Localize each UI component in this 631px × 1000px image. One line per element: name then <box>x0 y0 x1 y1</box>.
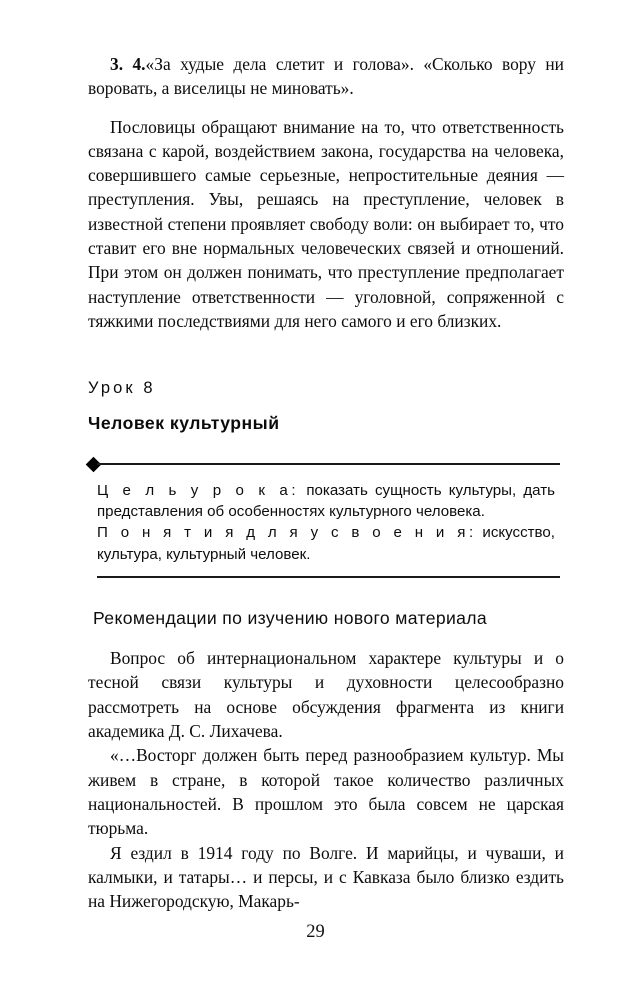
lesson-aim-label: Ц е л ь у р о к а: <box>97 481 300 499</box>
lesson-aim <box>97 480 555 523</box>
page-number: 29 <box>306 922 325 942</box>
proverb-number-label: 3. 4. <box>110 54 146 74</box>
lesson-title: Человек культурный <box>88 413 280 434</box>
proverb-paragraph <box>88 52 564 101</box>
proverb-text: «За худые дела слетит и голова». «Сколько вору ни воровать, а виселицы не миновать». <box>88 54 564 99</box>
recommendations-heading: Рекомендации по изучению нового материала <box>93 607 488 628</box>
quote-paragraph-2: Я ездил в 1914 году по Волге. И марийцы, и чуваши, и калмыки, и татары… и персы, и с Кавказа было близко ездить на Нижегородскую, Макарь- <box>88 842 564 912</box>
lesson-aim-text: показать сущность культуры, дать представления об особенностях культурного человека. <box>97 481 555 521</box>
quote-paragraph-1: «…Восторг должен быть перед разнообразием культур. Мы живем в стране, в которой такое количество различных национальностей. В прошлом это была совсем не царская тюрьма. <box>88 745 564 839</box>
aim-box-top-rule <box>88 457 564 471</box>
lesson-concepts-label: П о н я т и я д л я у с в о е н и я: <box>97 524 477 542</box>
commentary-paragraph: Пословицы обращают внимание на то, что ответственность связана с карой, воздействием закона, государства на человека, совершившего самые серьезные, непростительные деяния — преступления. Увы, решаясь на преступление, человек в известной степени проявляет свободу воли: он выбирает то, что ставит его вне нормальных человеческих связей и отношений. При этом он должен понимать, что преступление предполагает наступление ответственности — уголовной, сопряженной с тяжкими последствиями для него самого и его близких. <box>88 116 564 331</box>
recommendations-intro-paragraph: Вопрос об интернациональном характере культуры и о тесной связи культуры и духовности целесообразно рассмотреть на основе обсуждения фрагмента из книги академика Д. С. Лихачева. <box>88 648 564 742</box>
horizontal-rule <box>97 463 560 465</box>
lesson-aim-box <box>88 457 564 578</box>
lesson-concepts <box>97 522 555 565</box>
lesson-heading-block <box>88 379 564 433</box>
lesson-number: Урок 8 <box>88 379 156 398</box>
aim-box-bottom-rule <box>97 576 560 578</box>
lesson-concepts-text: искусство, культура, культурный человек. <box>97 524 555 563</box>
page-content <box>88 52 564 913</box>
